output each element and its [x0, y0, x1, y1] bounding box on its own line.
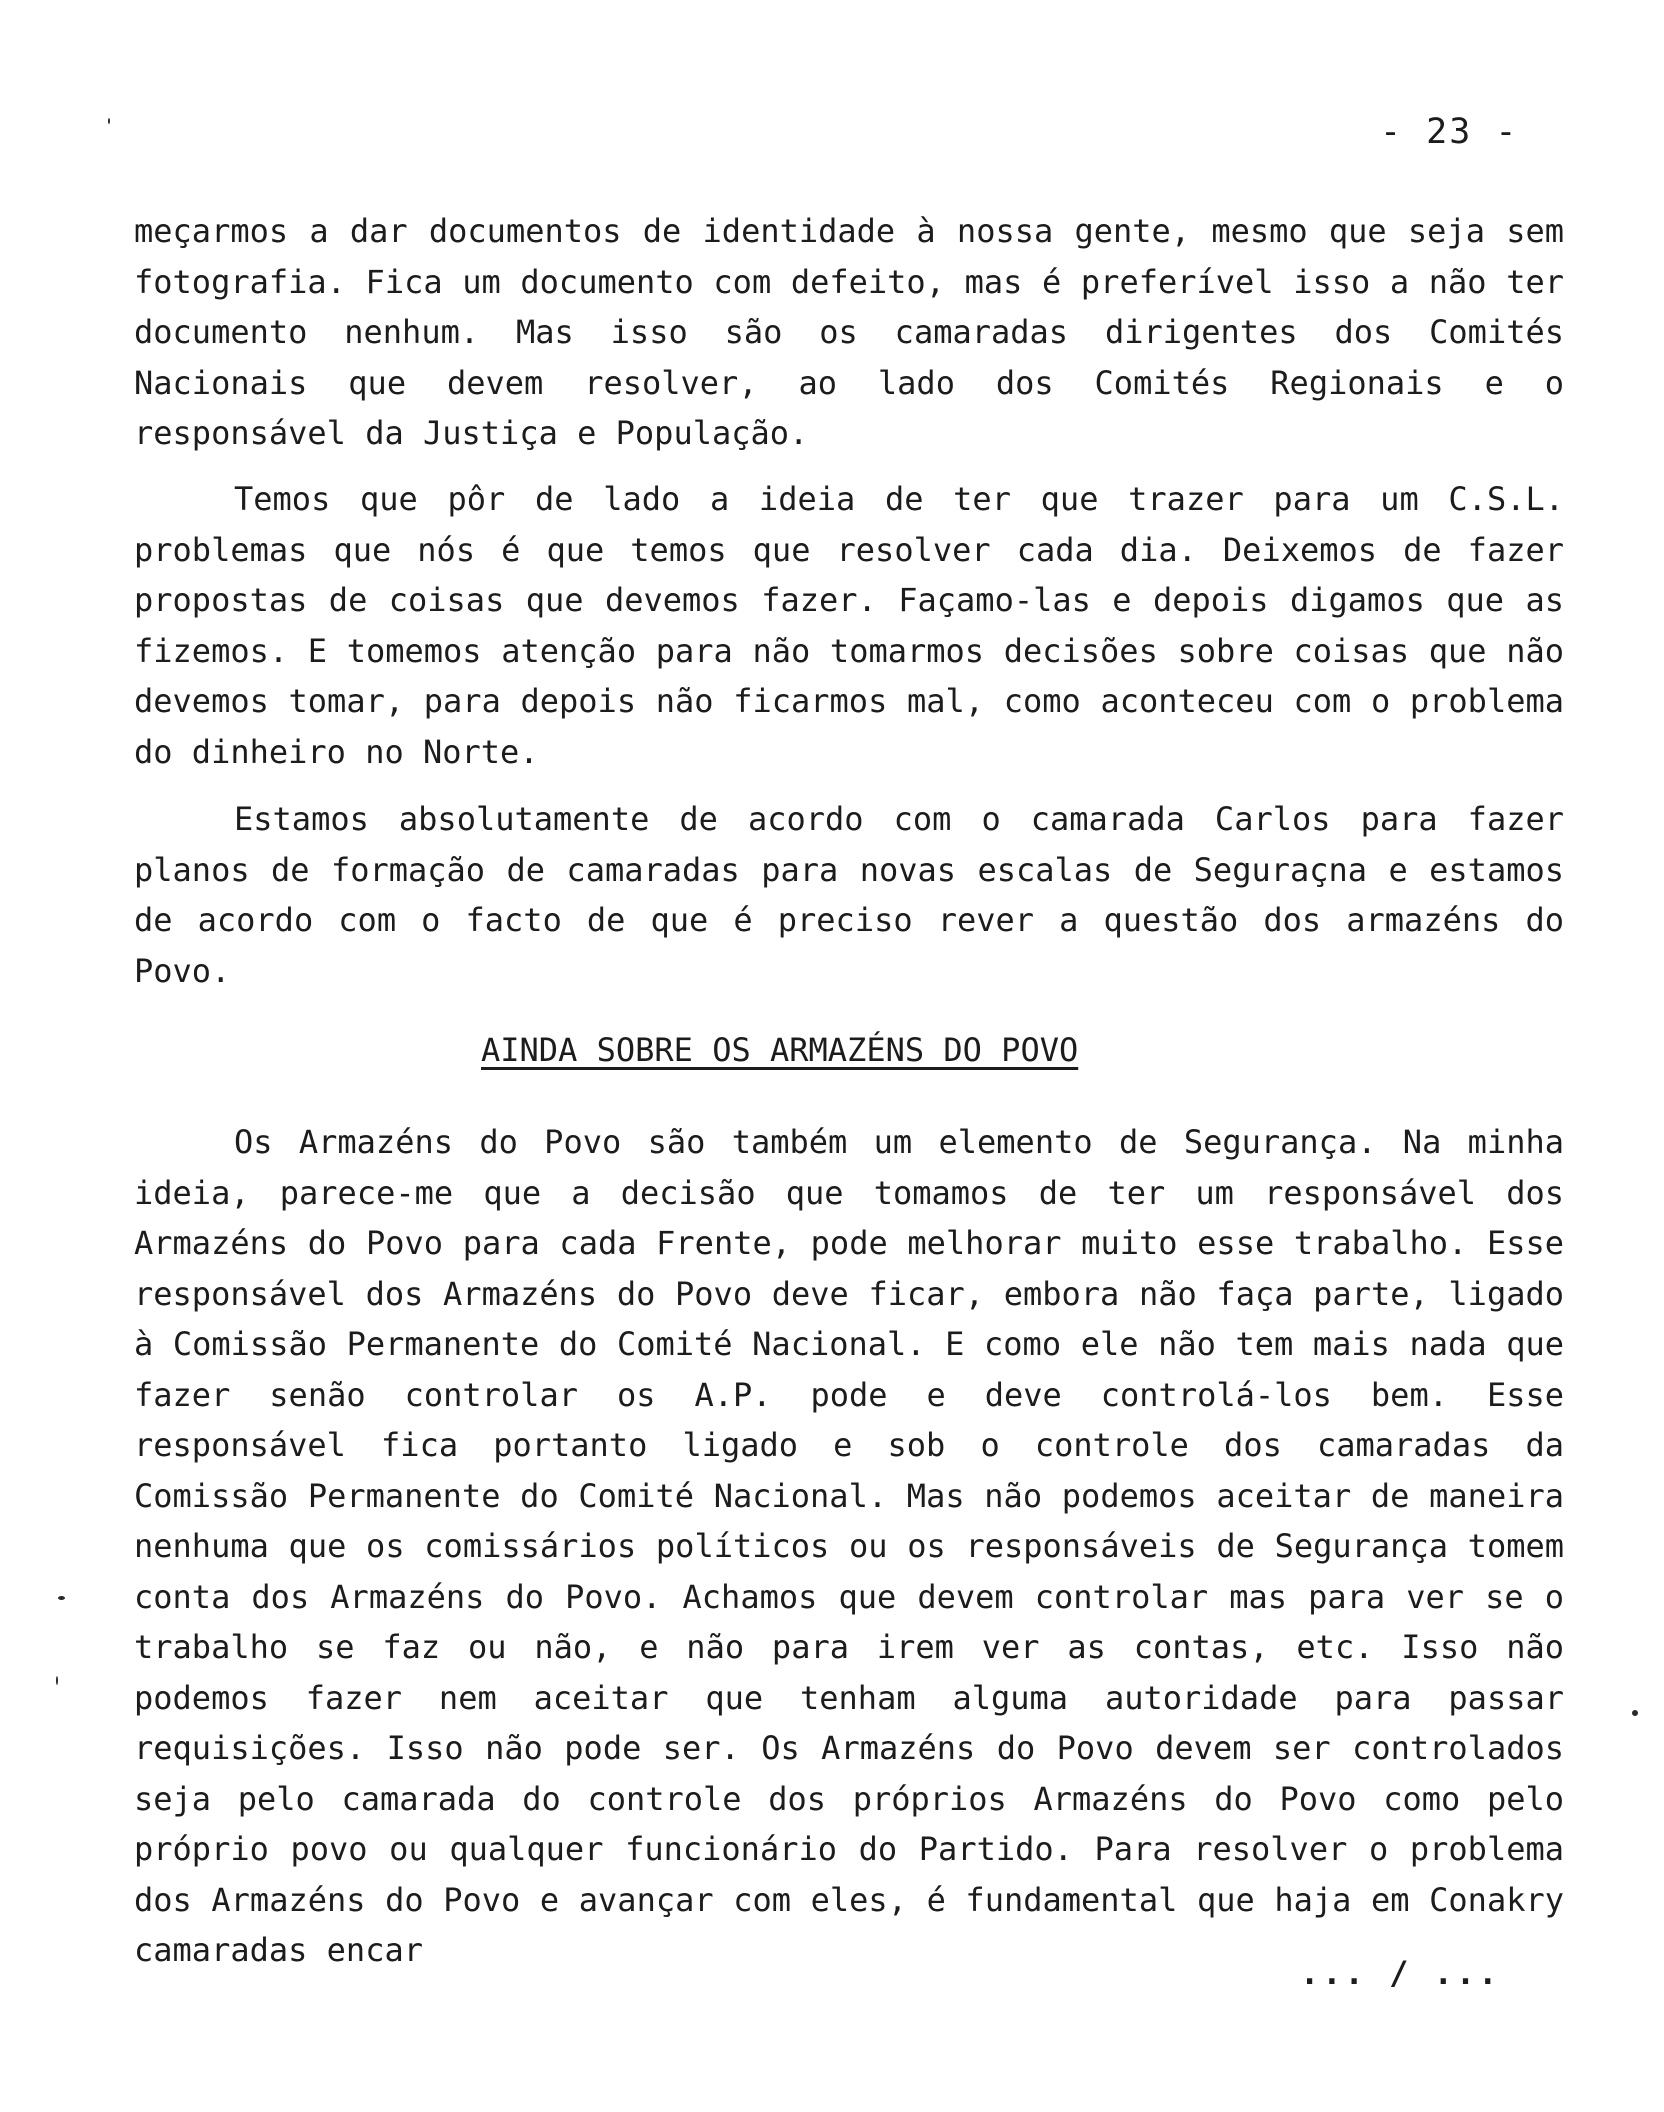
scan-speck	[58, 1596, 65, 1600]
paragraph-text: Estamos absolutamente de acordo com o camarada Carlos para fazer planos de formação de camaradas para novas escalas de Seguraçna e estamos de acordo com o facto de que é preciso rever a questão dos armazéns do Povo.	[134, 800, 1564, 990]
paragraph-identity-documents	[134, 206, 1564, 459]
continuation-marker: ... / ...	[1300, 1954, 1501, 1992]
scan-speck	[56, 1676, 58, 1685]
paragraph-armazens	[134, 1117, 1564, 1976]
paragraph-csl-problems	[134, 474, 1564, 777]
scan-speck	[1632, 1710, 1638, 1716]
paragraph-text: meçarmos a dar documentos de identidade à nossa gente, mesmo que seja sem fotografia. Fica um documento com defeito, mas é preferível isso a não ter documento nenhum. Mas isso são os camaradas dirigentes dos Comités Nacionais que devem resolver, ao lado dos Comités Regionais e o responsável da Justiça e População.	[134, 212, 1564, 452]
section-heading: AINDA SOBRE OS ARMAZÉNS DO POVO	[481, 1031, 1079, 1069]
scan-speck	[108, 118, 110, 124]
paragraph-training-plans	[134, 794, 1564, 996]
page-number: - 23 -	[1380, 112, 1519, 152]
paragraph-text: Temos que pôr de lado a ideia de ter que trazer para um C.S.L. problemas que nós é que temos que resolver cada dia. Deixemos de fazer propostas de coisas que devemos fazer. Façamo-las e depois digamos que as fizemos. E tomemos atenção para não tomarmos decisões sobre coisas que não devemos tomar, para depois não ficarmos mal, como aconteceu com o problema do dinheiro no Norte.	[134, 480, 1564, 771]
paragraph-text: Os Armazéns do Povo são também um elemento de Segurança. Na minha ideia, parece-me que a decisão que tomamos de ter um responsável dos Armazéns do Povo para cada Frente, pode melhorar muito esse trabalho. Esse responsável dos Armazéns do Povo deve ficar, embora não faça parte, ligado à Comissão Permanente do Comité Nacional. E como ele não tem mais nada que fazer senão controlar os A.P. pode e deve controlá-los bem. Esse responsável fica portanto ligado e sob o controle dos camaradas da Comissão Permanente do Comité Nacional. Mas não podemos aceitar de maneira nenhuma que os comissários políticos ou os responsáveis de Segurança tomem conta dos Armazéns do Povo. Achamos que devem controlar mas para ver se o trabalho se faz ou não, e não para irem ver as contas, etc. Isso não podemos fazer nem aceitar que tenham alguma autoridade para passar requisições. Isso não pode ser. Os Armazéns do Povo devem ser controlados seja pelo camarada do controle dos próprios Armazéns do Povo como pelo próprio povo ou qualquer funcionário do Partido. Para resolver o problema dos Armazéns do Povo e avançar com eles, é fundamental que haja em Conakry camaradas encar	[134, 1123, 1564, 1969]
